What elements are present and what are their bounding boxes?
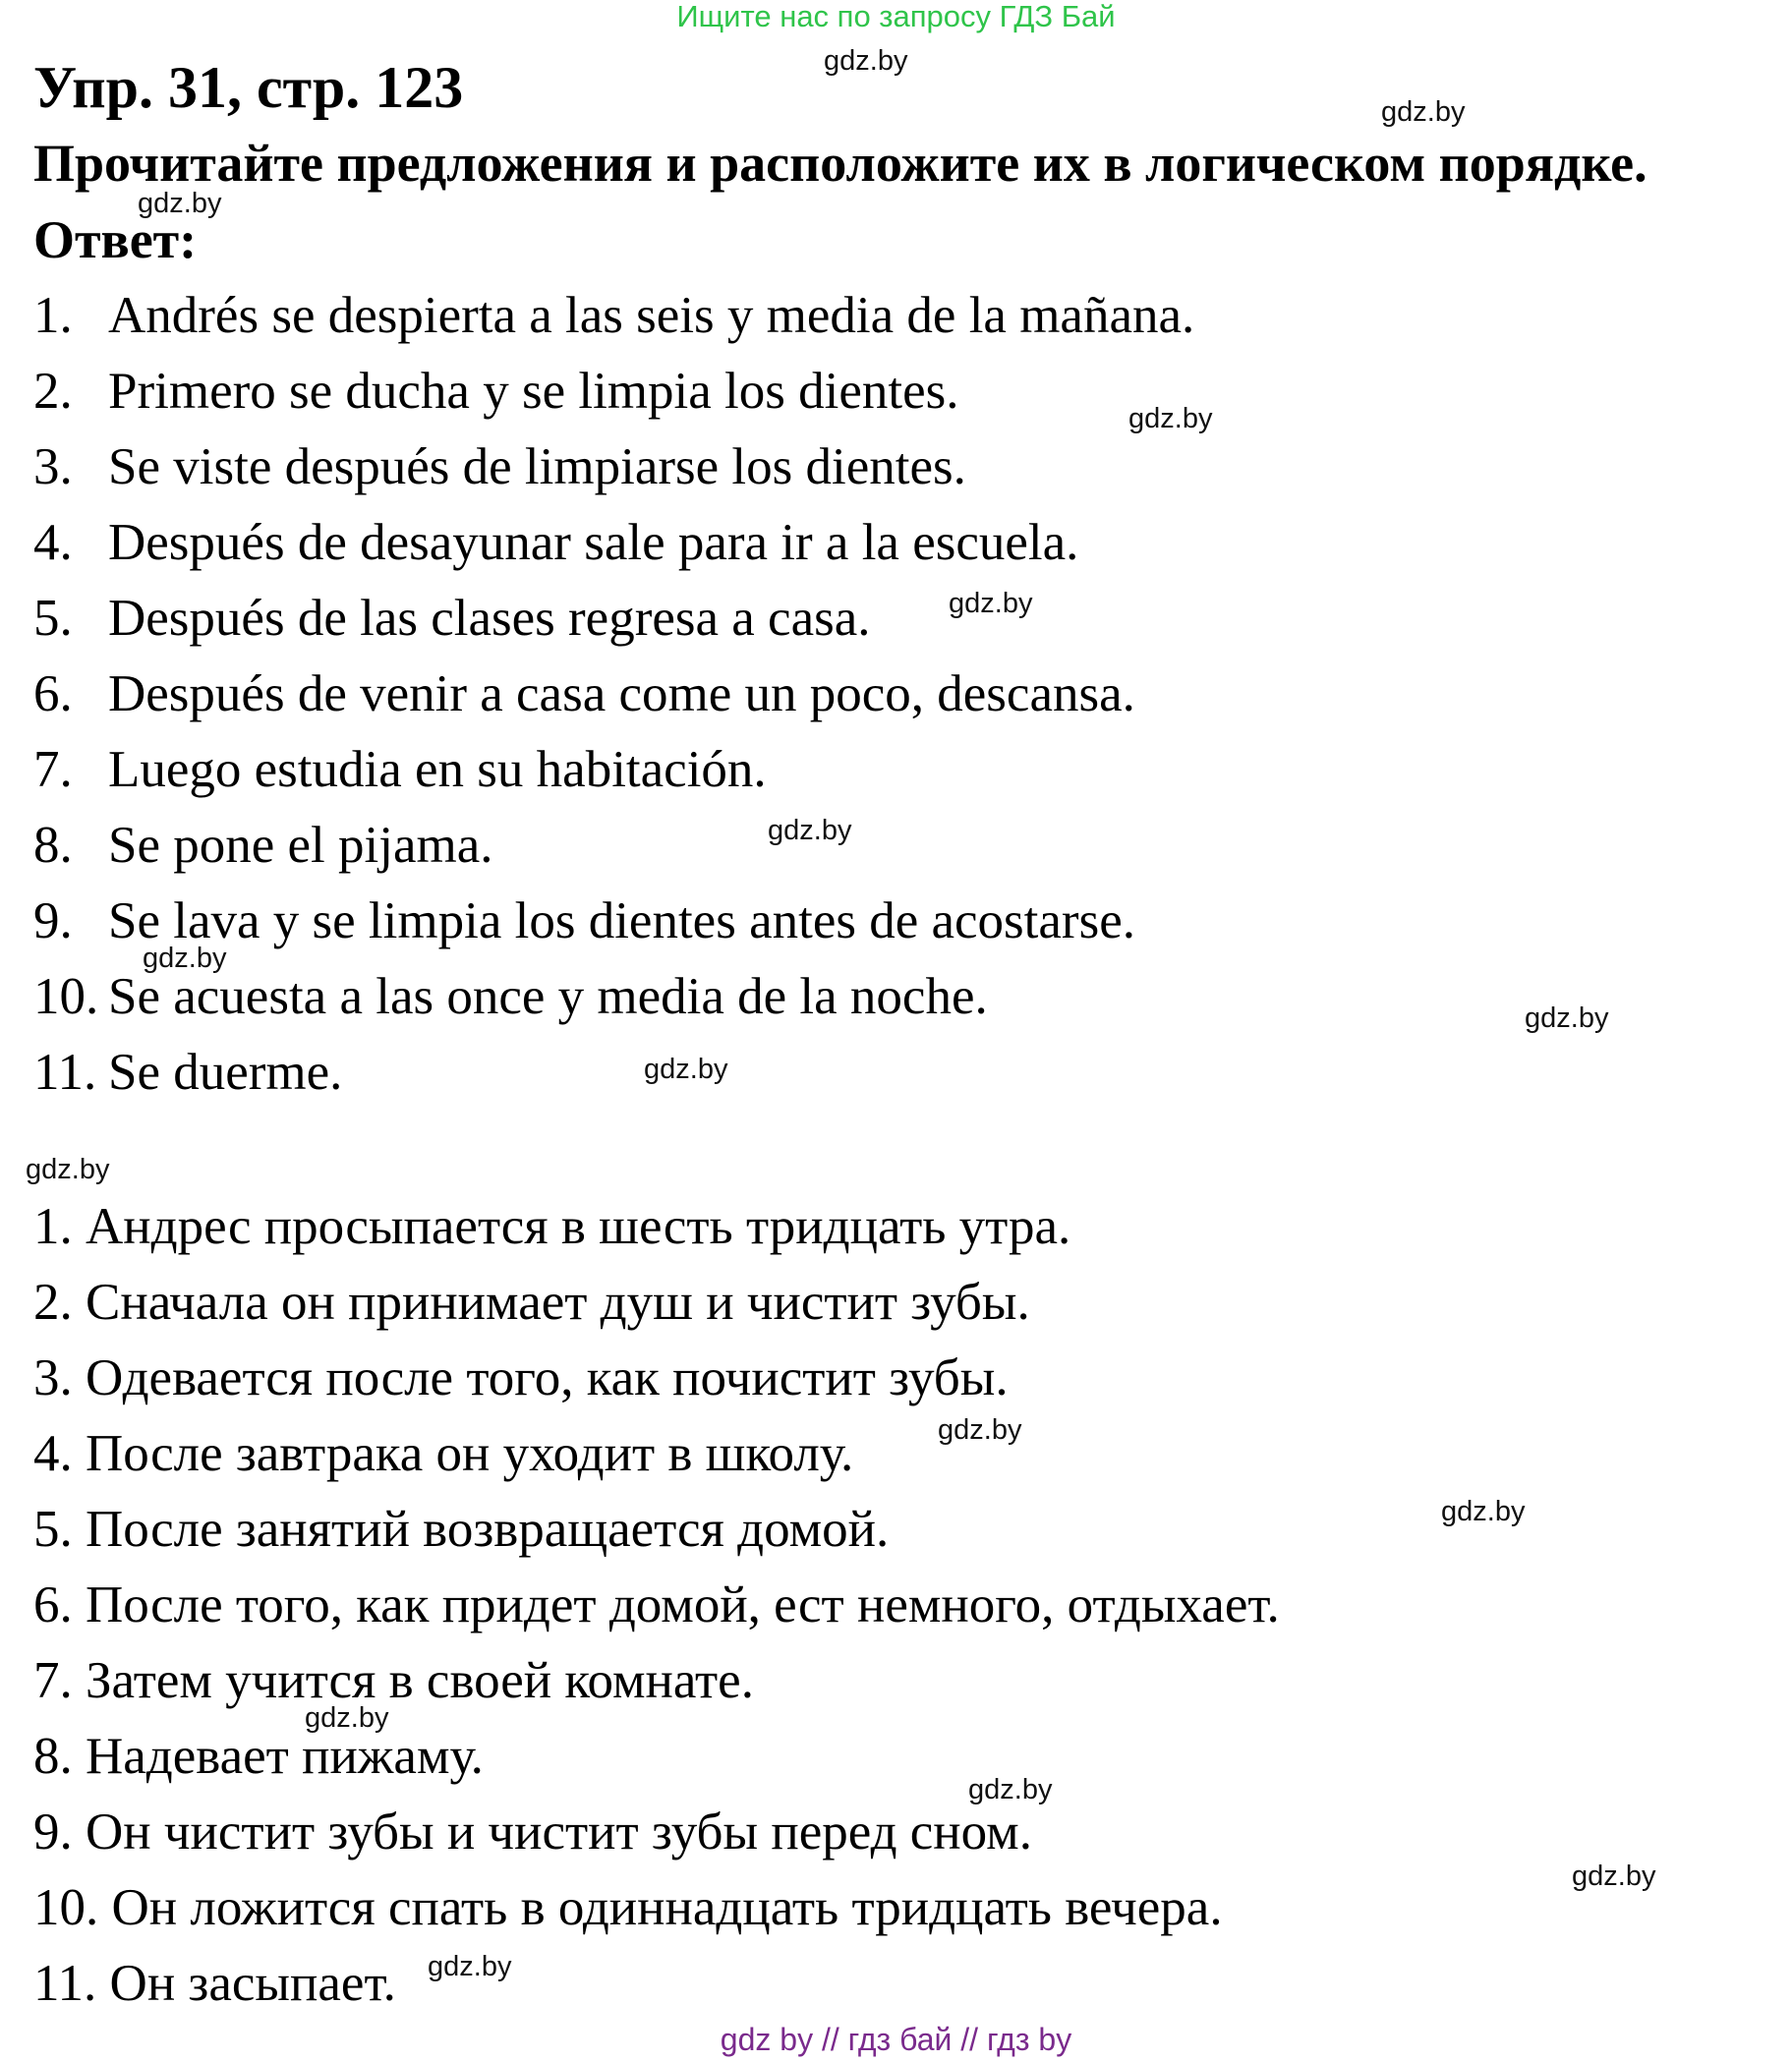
list-item bbox=[33, 1492, 1280, 1568]
watermark: gdz.by bbox=[305, 1702, 389, 1734]
item-text: Se duerme. bbox=[108, 1044, 343, 1101]
item-number: 8. bbox=[33, 817, 73, 874]
item-number: 10. bbox=[33, 968, 99, 1025]
spanish-sentence-list bbox=[33, 278, 1194, 1111]
russian-translation-list bbox=[33, 1189, 1280, 2022]
item-text: Después de las clases regresa a casa. bbox=[108, 590, 871, 647]
list-item bbox=[33, 732, 1194, 808]
list-item bbox=[33, 278, 1194, 354]
watermark: gdz.by bbox=[26, 1154, 110, 1185]
item-text: Андрес просыпается в шесть тридцать утра. bbox=[86, 1198, 1071, 1255]
watermark: gdz.by bbox=[138, 188, 222, 219]
list-item bbox=[33, 1265, 1280, 1341]
item-text: Se acuesta a las once y media de la noche. bbox=[108, 968, 988, 1025]
item-number: 8. bbox=[33, 1728, 73, 1785]
list-item bbox=[33, 1568, 1280, 1643]
list-item bbox=[33, 1341, 1280, 1416]
page-title: Упр. 31, стр. 123 bbox=[33, 55, 464, 120]
task-instruction: Прочитайте предложения и расположите их в логическом порядке. bbox=[33, 134, 1647, 193]
list-item bbox=[33, 657, 1194, 732]
list-item bbox=[33, 354, 1194, 430]
item-text: Después de venir a casa come un poco, descansa. bbox=[108, 665, 1135, 722]
top-banner: Ищите нас по запросу ГДЗ Бай bbox=[676, 0, 1116, 33]
watermark: gdz.by bbox=[938, 1414, 1022, 1446]
watermark: gdz.by bbox=[1441, 1496, 1526, 1527]
list-item bbox=[33, 808, 1194, 884]
item-text: Luego estudia en su habitación. bbox=[108, 741, 767, 798]
item-number: 7. bbox=[33, 741, 73, 798]
item-text: Se viste después de limpiarse los dientes. bbox=[108, 438, 966, 495]
item-text: Надевает пижаму. bbox=[86, 1728, 484, 1785]
item-number: 4. bbox=[33, 1425, 73, 1482]
item-number: 4. bbox=[33, 514, 73, 571]
list-item bbox=[33, 1189, 1280, 1265]
list-item bbox=[33, 1416, 1280, 1492]
watermark: gdz.by bbox=[1525, 1002, 1609, 1034]
item-number: 1. bbox=[33, 1198, 73, 1255]
list-item bbox=[33, 505, 1194, 581]
item-text: Он чистит зубы и чистит зубы перед сном. bbox=[86, 1804, 1032, 1861]
item-text: Andrés se despierta a las seis y media de la mañana. bbox=[108, 287, 1195, 344]
item-text: Сначала он принимает душ и чистит зубы. bbox=[86, 1274, 1030, 1331]
list-item bbox=[33, 1035, 1194, 1111]
item-number: 3. bbox=[33, 438, 73, 495]
item-number: 6. bbox=[33, 1576, 73, 1633]
item-number: 11. bbox=[33, 1955, 97, 2012]
watermark: gdz.by bbox=[968, 1774, 1053, 1805]
answer-label: Ответ: bbox=[33, 210, 198, 269]
watermark: gdz.by bbox=[768, 815, 852, 846]
watermark: gdz.by bbox=[1572, 1861, 1656, 1892]
item-number: 5. bbox=[33, 1501, 73, 1558]
item-text: Затем учится в своей комнате. bbox=[86, 1652, 754, 1709]
item-text: Después de desayunar sale para ir a la escuela. bbox=[108, 514, 1079, 571]
bottom-banner: gdz by // гдз бай // гдз by bbox=[720, 2022, 1072, 2057]
list-item bbox=[33, 1795, 1280, 1870]
watermark: gdz.by bbox=[1381, 96, 1466, 128]
list-item bbox=[33, 1946, 1280, 2022]
list-item bbox=[33, 1719, 1280, 1795]
list-item bbox=[33, 1643, 1280, 1719]
watermark: gdz.by bbox=[143, 943, 227, 974]
item-text: Se pone el pijama. bbox=[108, 817, 493, 874]
list-item bbox=[33, 1870, 1280, 1946]
watermark: gdz.by bbox=[644, 1054, 728, 1085]
item-number: 2. bbox=[33, 1274, 73, 1331]
item-number: 11. bbox=[33, 1044, 97, 1101]
watermark: gdz.by bbox=[949, 588, 1033, 619]
item-text: После завтрака он уходит в школу. bbox=[86, 1425, 854, 1482]
item-text: После того, как придет домой, ест немного, отдыхает. bbox=[86, 1576, 1280, 1633]
item-number: 9. bbox=[33, 1804, 73, 1861]
item-text: Se lava y se limpia los dientes antes de acostarse. bbox=[108, 892, 1135, 949]
item-number: 9. bbox=[33, 892, 73, 949]
item-text: После занятий возвращается домой. bbox=[86, 1501, 890, 1558]
item-number: 7. bbox=[33, 1652, 73, 1709]
item-number: 6. bbox=[33, 665, 73, 722]
item-text: Primero se ducha y se limpia los dientes. bbox=[108, 363, 959, 420]
item-number: 3. bbox=[33, 1349, 73, 1406]
item-number: 10. bbox=[33, 1879, 99, 1936]
list-item bbox=[33, 430, 1194, 505]
watermark: gdz.by bbox=[1128, 403, 1213, 434]
item-text: Он засыпает. bbox=[109, 1955, 396, 2012]
item-text: Он ложится спать в одиннадцать тридцать вечера. bbox=[111, 1879, 1223, 1936]
watermark: gdz.by bbox=[428, 1951, 512, 1982]
item-number: 5. bbox=[33, 590, 73, 647]
item-number: 2. bbox=[33, 363, 73, 420]
item-text: Одевается после того, как почистит зубы. bbox=[86, 1349, 1009, 1406]
watermark: gdz.by bbox=[824, 45, 908, 77]
item-number: 1. bbox=[33, 287, 73, 344]
